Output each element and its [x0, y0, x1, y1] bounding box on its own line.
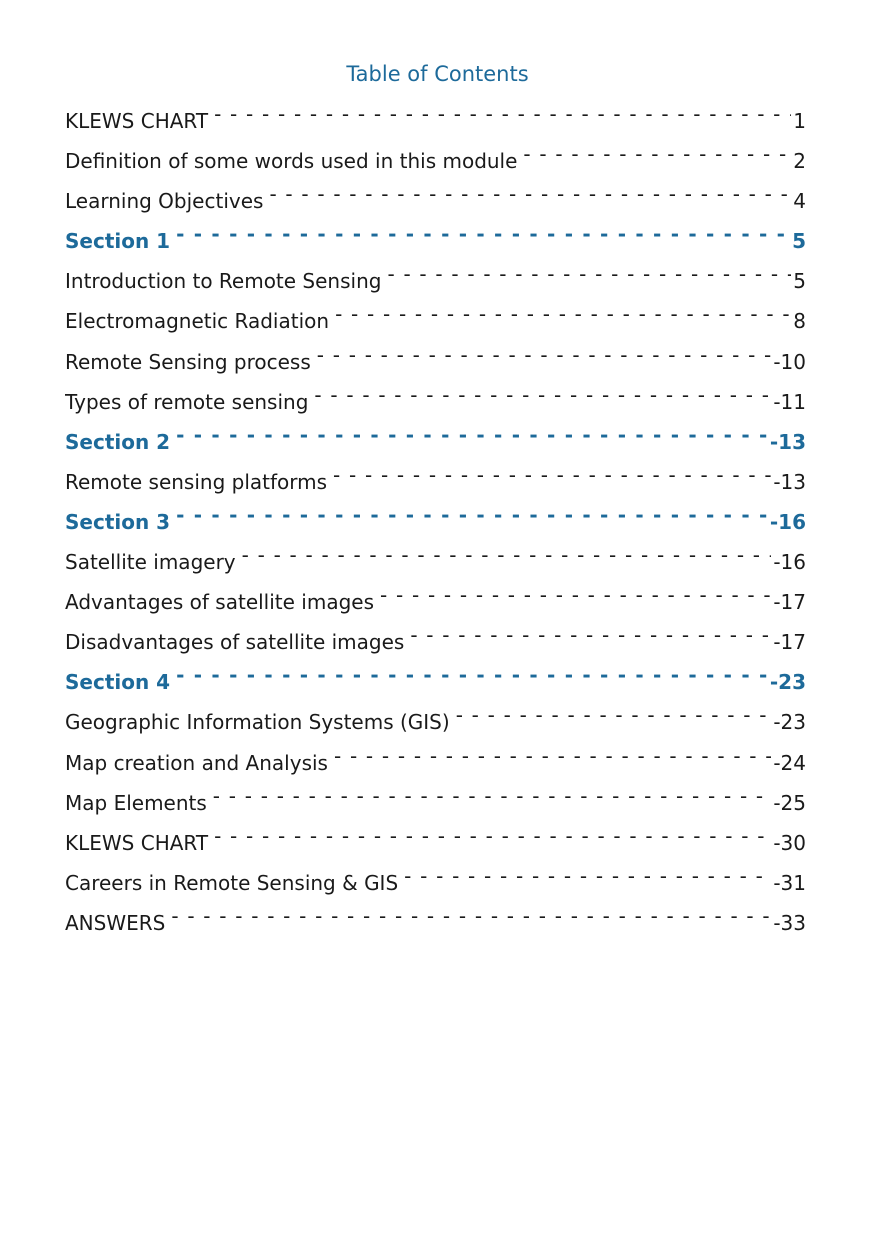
toc-dot-leader: [176, 421, 768, 449]
toc-entry-label: Section 4: [65, 670, 171, 695]
toc-dot-leader: [410, 621, 771, 649]
toc-section-heading[interactable]: [65, 661, 806, 701]
toc-entry[interactable]: [65, 180, 806, 220]
toc-dot-leader: [176, 661, 768, 689]
toc-entry-label: Remote Sensing process: [65, 349, 311, 374]
toc-title: Table of Contents: [346, 62, 529, 86]
toc-page-number: -33: [773, 910, 806, 935]
toc-entry-label: Geographic Information Systems (GIS): [65, 710, 450, 735]
toc-entry-label: Map Elements: [65, 790, 207, 815]
toc-dot-leader: [317, 341, 772, 369]
toc-entry[interactable]: [65, 300, 806, 340]
toc-entry-label: Map creation and Analysis: [65, 750, 328, 775]
toc-entry[interactable]: [65, 581, 806, 621]
toc-entry-label: Satellite imagery: [65, 550, 236, 575]
toc-dot-leader: [380, 581, 771, 609]
toc-page-number: -11: [773, 389, 806, 414]
toc-dot-leader: [176, 220, 790, 248]
toc-entry-label: Careers in Remote Sensing & GIS: [65, 870, 399, 895]
toc-dot-leader: [214, 822, 771, 850]
toc-dot-leader: [171, 902, 771, 930]
toc-entry[interactable]: [65, 341, 806, 381]
toc-entry[interactable]: [65, 701, 806, 741]
toc-entry[interactable]: [65, 621, 806, 661]
toc-entry-label: Section 2: [65, 429, 171, 454]
toc-dot-leader: [523, 140, 791, 168]
toc-entry-label: Section 1: [65, 229, 171, 254]
toc-page-number: 2: [793, 149, 806, 174]
toc-entry-label: Definition of some words used in this module: [65, 149, 518, 174]
toc-page-number: -17: [773, 630, 806, 655]
toc-dot-leader: [314, 381, 771, 409]
toc-dot-leader: [404, 862, 771, 890]
toc-dot-leader: [334, 742, 771, 770]
toc-dot-leader: [333, 461, 771, 489]
toc-page-number: -31: [773, 870, 806, 895]
toc-entry-label: KLEWS CHART: [65, 109, 209, 133]
toc-page-number: -23: [769, 670, 806, 695]
toc-page-number: -10: [773, 349, 806, 374]
toc-entry[interactable]: [65, 461, 806, 501]
toc-page-number: 5: [792, 229, 806, 254]
toc-dot-leader: [456, 701, 772, 729]
toc-entry[interactable]: [65, 822, 806, 862]
toc-page-number: -23: [773, 710, 806, 735]
toc-page-number: -17: [773, 590, 806, 615]
toc-page-number: 4: [793, 189, 806, 214]
toc-page-number: -16: [773, 550, 806, 575]
toc-dot-leader: [214, 100, 791, 128]
toc-page-number: -30: [773, 830, 806, 855]
toc-page-number: -25: [773, 790, 806, 815]
toc-entry[interactable]: [65, 541, 806, 581]
toc-section-heading[interactable]: [65, 501, 806, 541]
toc-page-number: -13: [769, 429, 806, 454]
toc-entry-label: Learning Objectives: [65, 189, 264, 214]
toc-dot-leader: [242, 541, 772, 569]
toc-entry-label: Section 3: [65, 509, 171, 534]
toc-entry-label: Types of remote sensing: [65, 389, 309, 414]
toc-page-number: 1: [793, 109, 806, 133]
toc-entry[interactable]: [65, 862, 806, 902]
toc-entry-label: Introduction to Remote Sensing: [65, 269, 382, 294]
toc-page-number: 5: [793, 269, 806, 294]
toc-dot-leader: [213, 782, 772, 810]
toc-dot-leader: [176, 501, 768, 529]
toc-page-number: -16: [769, 509, 806, 534]
toc-entry[interactable]: [65, 140, 806, 180]
toc-entry-label: Disadvantages of satellite images: [65, 630, 405, 655]
toc-section-heading[interactable]: [65, 220, 806, 260]
toc-section-heading[interactable]: [65, 421, 806, 461]
toc-entry[interactable]: [65, 902, 806, 942]
toc-list: [65, 100, 806, 942]
toc-dot-leader: [335, 300, 791, 328]
toc-entry[interactable]: [65, 100, 806, 140]
toc-entry-label: ANSWERS: [65, 910, 166, 935]
toc-page-number: 8: [793, 309, 806, 334]
toc-entry[interactable]: [65, 782, 806, 822]
toc-entry[interactable]: [65, 742, 806, 782]
toc-entry-label: Electromagnetic Radiation: [65, 309, 330, 334]
toc-entry[interactable]: [65, 381, 806, 421]
toc-dot-leader: [387, 260, 791, 288]
toc-page-number: -13: [773, 469, 806, 494]
toc-entry-label: Remote sensing platforms: [65, 469, 328, 494]
toc-entry-label: Advantages of satellite images: [65, 590, 375, 615]
toc-entry-label: KLEWS CHART: [65, 830, 209, 855]
toc-entry[interactable]: [65, 260, 806, 300]
toc-page-number: -24: [773, 750, 806, 775]
toc-dot-leader: [269, 180, 791, 208]
